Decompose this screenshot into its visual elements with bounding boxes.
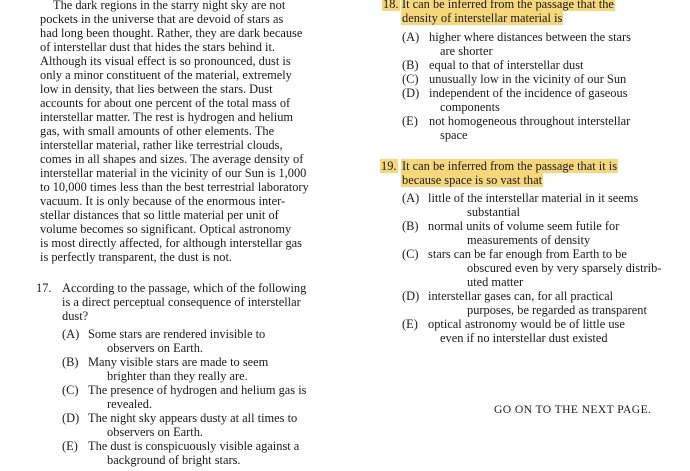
choice-text[interactable]: Many visible stars are made to seem — [88, 355, 269, 369]
passage-line: accounts for about one percent of the total mass of — [40, 96, 291, 110]
passage-line: comes in all shapes and sizes. The average density of — [40, 152, 304, 166]
passage-line: stellar distances that so little material per unit of — [40, 208, 279, 222]
choice-letter[interactable]: (D) — [402, 86, 420, 100]
choice-text[interactable]: stars can be far enough from Earth to be — [428, 247, 627, 261]
choice-text[interactable]: are shorter — [440, 44, 493, 58]
question-stem: dust? — [62, 309, 89, 323]
choice-text[interactable]: observers on Earth. — [107, 341, 203, 355]
choice-text[interactable]: measurements of density — [467, 233, 591, 247]
choice-text[interactable]: The dust is conspicuously visible against a — [88, 439, 300, 453]
choice-letter[interactable]: (A) — [402, 191, 420, 205]
choice-text[interactable]: even if no interstellar dust existed — [440, 331, 608, 345]
choice-letter[interactable]: (E) — [402, 114, 418, 128]
choice-text[interactable]: higher where distances between the stars — [429, 30, 631, 44]
choice-text[interactable]: normal units of volume seem futile for — [428, 219, 620, 233]
choice-text[interactable]: substantial — [467, 205, 520, 219]
passage-line: had long been thought. Rather, they are dark because — [40, 26, 303, 40]
choice-letter[interactable]: (E) — [62, 439, 78, 453]
highlighted-stem: It can be inferred from the passage that the — [401, 0, 615, 11]
choice-text[interactable]: The presence of hydrogen and helium gas is — [88, 383, 307, 397]
passage-line: to 10,000 times less than the best terrestrial laboratory — [40, 180, 309, 194]
passage-line: low in density, that lies between the stars. Dust — [40, 82, 273, 96]
passage-line: is most directly affected, for although interstellar gas — [40, 236, 302, 250]
passage-line: volume becomes so significant. Optical astronomy — [40, 222, 292, 236]
question-stem: According to the passage, which of the following — [62, 281, 307, 295]
choice-text[interactable]: unusually low in the vicinity of our Sun — [429, 72, 627, 86]
choice-text[interactable]: Some stars are rendered invisible to — [88, 327, 266, 341]
passage-line: vacuum. It is only because of the enormous inter- — [40, 194, 286, 208]
choice-text[interactable]: purposes, be regarded as transparent — [467, 303, 647, 317]
choice-text[interactable]: independent of the incidence of gaseous — [429, 86, 628, 100]
passage-line: interstellar material, rather like terrestrial clouds, — [40, 138, 283, 152]
highlighted-stem: density of interstellar material is — [402, 11, 563, 25]
passage-line: The dark regions in the starry night sky are not — [53, 0, 286, 12]
choice-letter[interactable]: (B) — [402, 219, 419, 233]
question-stem — [401, 174, 543, 188]
choice-text[interactable]: space — [440, 128, 468, 142]
choice-letter[interactable]: (B) — [402, 58, 419, 72]
passage-line: gas, with small amounts of other elements. The — [40, 124, 275, 138]
passage-line: pockets in the universe that are devoid of stars as — [40, 12, 284, 26]
choice-text[interactable]: optical astronomy would be of little use — [428, 317, 625, 331]
question-number: 17. — [36, 281, 52, 295]
choice-letter[interactable]: (A) — [62, 327, 80, 341]
question-number-highlight: 18. — [382, 0, 400, 11]
choice-text[interactable]: revealed. — [107, 397, 153, 411]
passage-line: interstellar matter. The rest is hydrogen and helium — [40, 110, 294, 124]
question-stem — [401, 160, 618, 174]
choice-text[interactable]: equal to that of interstellar dust — [429, 58, 584, 72]
highlighted-stem: It can be inferred from the passage that it is — [402, 159, 618, 173]
question-stem — [401, 0, 615, 12]
choice-text[interactable]: observers on Earth. — [107, 425, 203, 439]
choice-text[interactable]: brighter than they really are. — [107, 369, 248, 383]
choice-letter[interactable]: (C) — [62, 383, 79, 397]
choice-text[interactable]: The night sky appears dusty at all times to — [88, 411, 298, 425]
choice-text[interactable]: uted matter — [467, 275, 524, 289]
choice-text[interactable]: interstellar gases can, for all practical — [428, 289, 614, 303]
passage-line: interstellar material in the vicinity of our Sun is 1,000 — [40, 166, 307, 180]
choice-text[interactable]: little of the interstellar material in it seems — [428, 191, 639, 205]
choice-letter[interactable]: (A) — [402, 30, 420, 44]
go-on-next-page: GO ON TO THE NEXT PAGE. — [494, 403, 652, 416]
question-stem: is a direct perceptual consequence of interstellar — [62, 295, 301, 309]
choice-letter[interactable]: (C) — [402, 72, 419, 86]
choice-text[interactable]: not homogeneous throughout interstellar — [429, 114, 631, 128]
question-number — [382, 0, 400, 12]
passage-line: is perfectly transparent, the dust is not. — [40, 250, 233, 264]
choice-text[interactable]: components — [440, 100, 500, 114]
question-number-highlight: 19. — [381, 159, 397, 173]
choice-text[interactable]: obscured even by very sparsely distrib- — [467, 261, 662, 275]
choice-letter[interactable]: (D) — [62, 411, 80, 425]
question-stem — [401, 12, 563, 26]
choice-letter[interactable]: (B) — [62, 355, 79, 369]
passage-line: of interstellar dust that hides the stars behind it. — [40, 40, 276, 54]
passage-line: only a minor constituent of the material, extremely — [40, 68, 292, 82]
passage-line: Although its visual effect is so pronounced, dust is — [40, 54, 291, 68]
choice-letter[interactable]: (C) — [402, 247, 419, 261]
choice-text[interactable]: background of bright stars. — [107, 453, 241, 467]
question-number — [380, 160, 398, 174]
choice-letter[interactable]: (D) — [402, 289, 420, 303]
choice-letter[interactable]: (E) — [402, 317, 418, 331]
highlighted-stem: because space is so vast that — [402, 173, 543, 187]
